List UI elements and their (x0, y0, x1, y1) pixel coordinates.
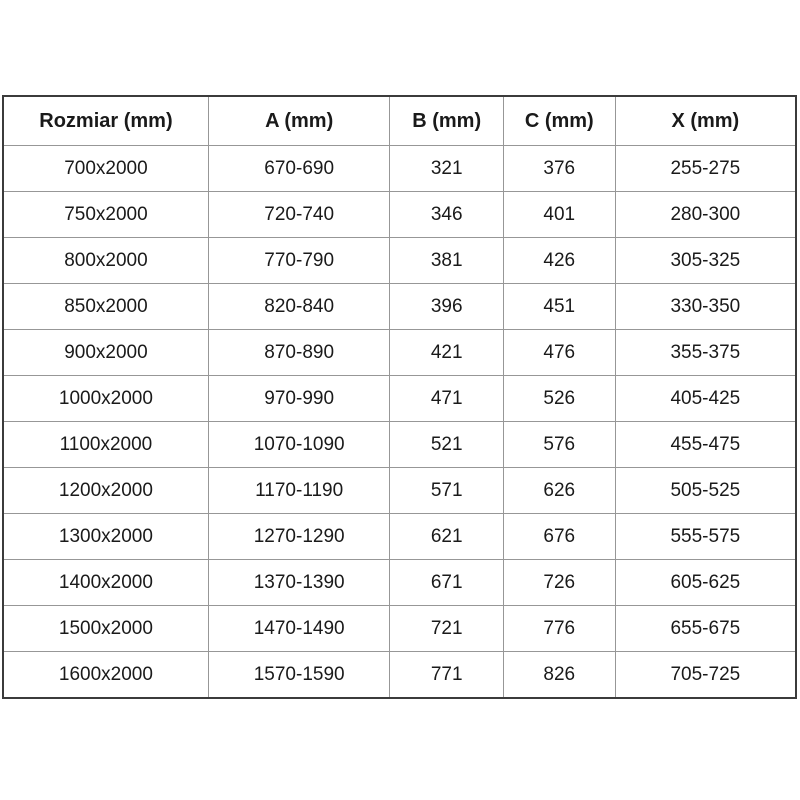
table-row (3, 652, 796, 699)
table-cell: 455-475 (615, 422, 796, 468)
table-cell: 421 (390, 330, 503, 376)
table-cell: 900x2000 (3, 330, 208, 376)
table-cell: 280-300 (615, 192, 796, 238)
table-cell: 526 (503, 376, 615, 422)
table-cell: 346 (390, 192, 503, 238)
table-cell: 1100x2000 (3, 422, 208, 468)
table-cell: 330-350 (615, 284, 796, 330)
size-table-head (3, 96, 796, 146)
table-cell: 776 (503, 606, 615, 652)
table-cell: 426 (503, 238, 615, 284)
table-cell: 700x2000 (3, 146, 208, 192)
table-row (3, 376, 796, 422)
table-cell: 471 (390, 376, 503, 422)
table-cell: 1300x2000 (3, 514, 208, 560)
table-cell: 451 (503, 284, 615, 330)
table-cell: 396 (390, 284, 503, 330)
table-cell: 621 (390, 514, 503, 560)
table-row (3, 560, 796, 606)
table-cell: 1270-1290 (208, 514, 390, 560)
table-row (3, 468, 796, 514)
header-row (3, 96, 796, 146)
table-cell: 555-575 (615, 514, 796, 560)
table-cell: 726 (503, 560, 615, 606)
table-cell: 401 (503, 192, 615, 238)
table-cell: 381 (390, 238, 503, 284)
table-cell: 1070-1090 (208, 422, 390, 468)
table-cell: 476 (503, 330, 615, 376)
table-row (3, 284, 796, 330)
table-cell: 305-325 (615, 238, 796, 284)
table-cell: 1600x2000 (3, 652, 208, 699)
table-cell: 750x2000 (3, 192, 208, 238)
table-cell: 571 (390, 468, 503, 514)
table-cell: 626 (503, 468, 615, 514)
table-cell: 605-625 (615, 560, 796, 606)
table-row (3, 146, 796, 192)
table-cell: 655-675 (615, 606, 796, 652)
table-cell: 1570-1590 (208, 652, 390, 699)
table-cell: 376 (503, 146, 615, 192)
table-cell: 1470-1490 (208, 606, 390, 652)
header-cell: C (mm) (503, 96, 615, 146)
table-cell: 720-740 (208, 192, 390, 238)
table-cell: 1370-1390 (208, 560, 390, 606)
size-table-container (2, 95, 797, 699)
table-cell: 1500x2000 (3, 606, 208, 652)
table-cell: 405-425 (615, 376, 796, 422)
table-cell: 1400x2000 (3, 560, 208, 606)
table-cell: 870-890 (208, 330, 390, 376)
table-row (3, 514, 796, 560)
table-cell: 1000x2000 (3, 376, 208, 422)
table-cell: 970-990 (208, 376, 390, 422)
table-cell: 576 (503, 422, 615, 468)
table-cell: 1200x2000 (3, 468, 208, 514)
header-cell: X (mm) (615, 96, 796, 146)
table-cell: 721 (390, 606, 503, 652)
table-row (3, 422, 796, 468)
table-cell: 321 (390, 146, 503, 192)
table-cell: 705-725 (615, 652, 796, 699)
table-cell: 771 (390, 652, 503, 699)
table-cell: 800x2000 (3, 238, 208, 284)
header-cell: A (mm) (208, 96, 390, 146)
size-table (2, 95, 797, 699)
table-cell: 671 (390, 560, 503, 606)
table-cell: 1170-1190 (208, 468, 390, 514)
table-cell: 521 (390, 422, 503, 468)
table-cell: 850x2000 (3, 284, 208, 330)
table-cell: 820-840 (208, 284, 390, 330)
table-cell: 826 (503, 652, 615, 699)
header-cell: Rozmiar (mm) (3, 96, 208, 146)
table-cell: 355-375 (615, 330, 796, 376)
table-cell: 770-790 (208, 238, 390, 284)
header-cell: B (mm) (390, 96, 503, 146)
table-row (3, 606, 796, 652)
size-table-body (3, 146, 796, 699)
table-cell: 670-690 (208, 146, 390, 192)
table-row (3, 192, 796, 238)
table-row (3, 238, 796, 284)
table-row (3, 330, 796, 376)
table-cell: 505-525 (615, 468, 796, 514)
table-cell: 255-275 (615, 146, 796, 192)
table-cell: 676 (503, 514, 615, 560)
